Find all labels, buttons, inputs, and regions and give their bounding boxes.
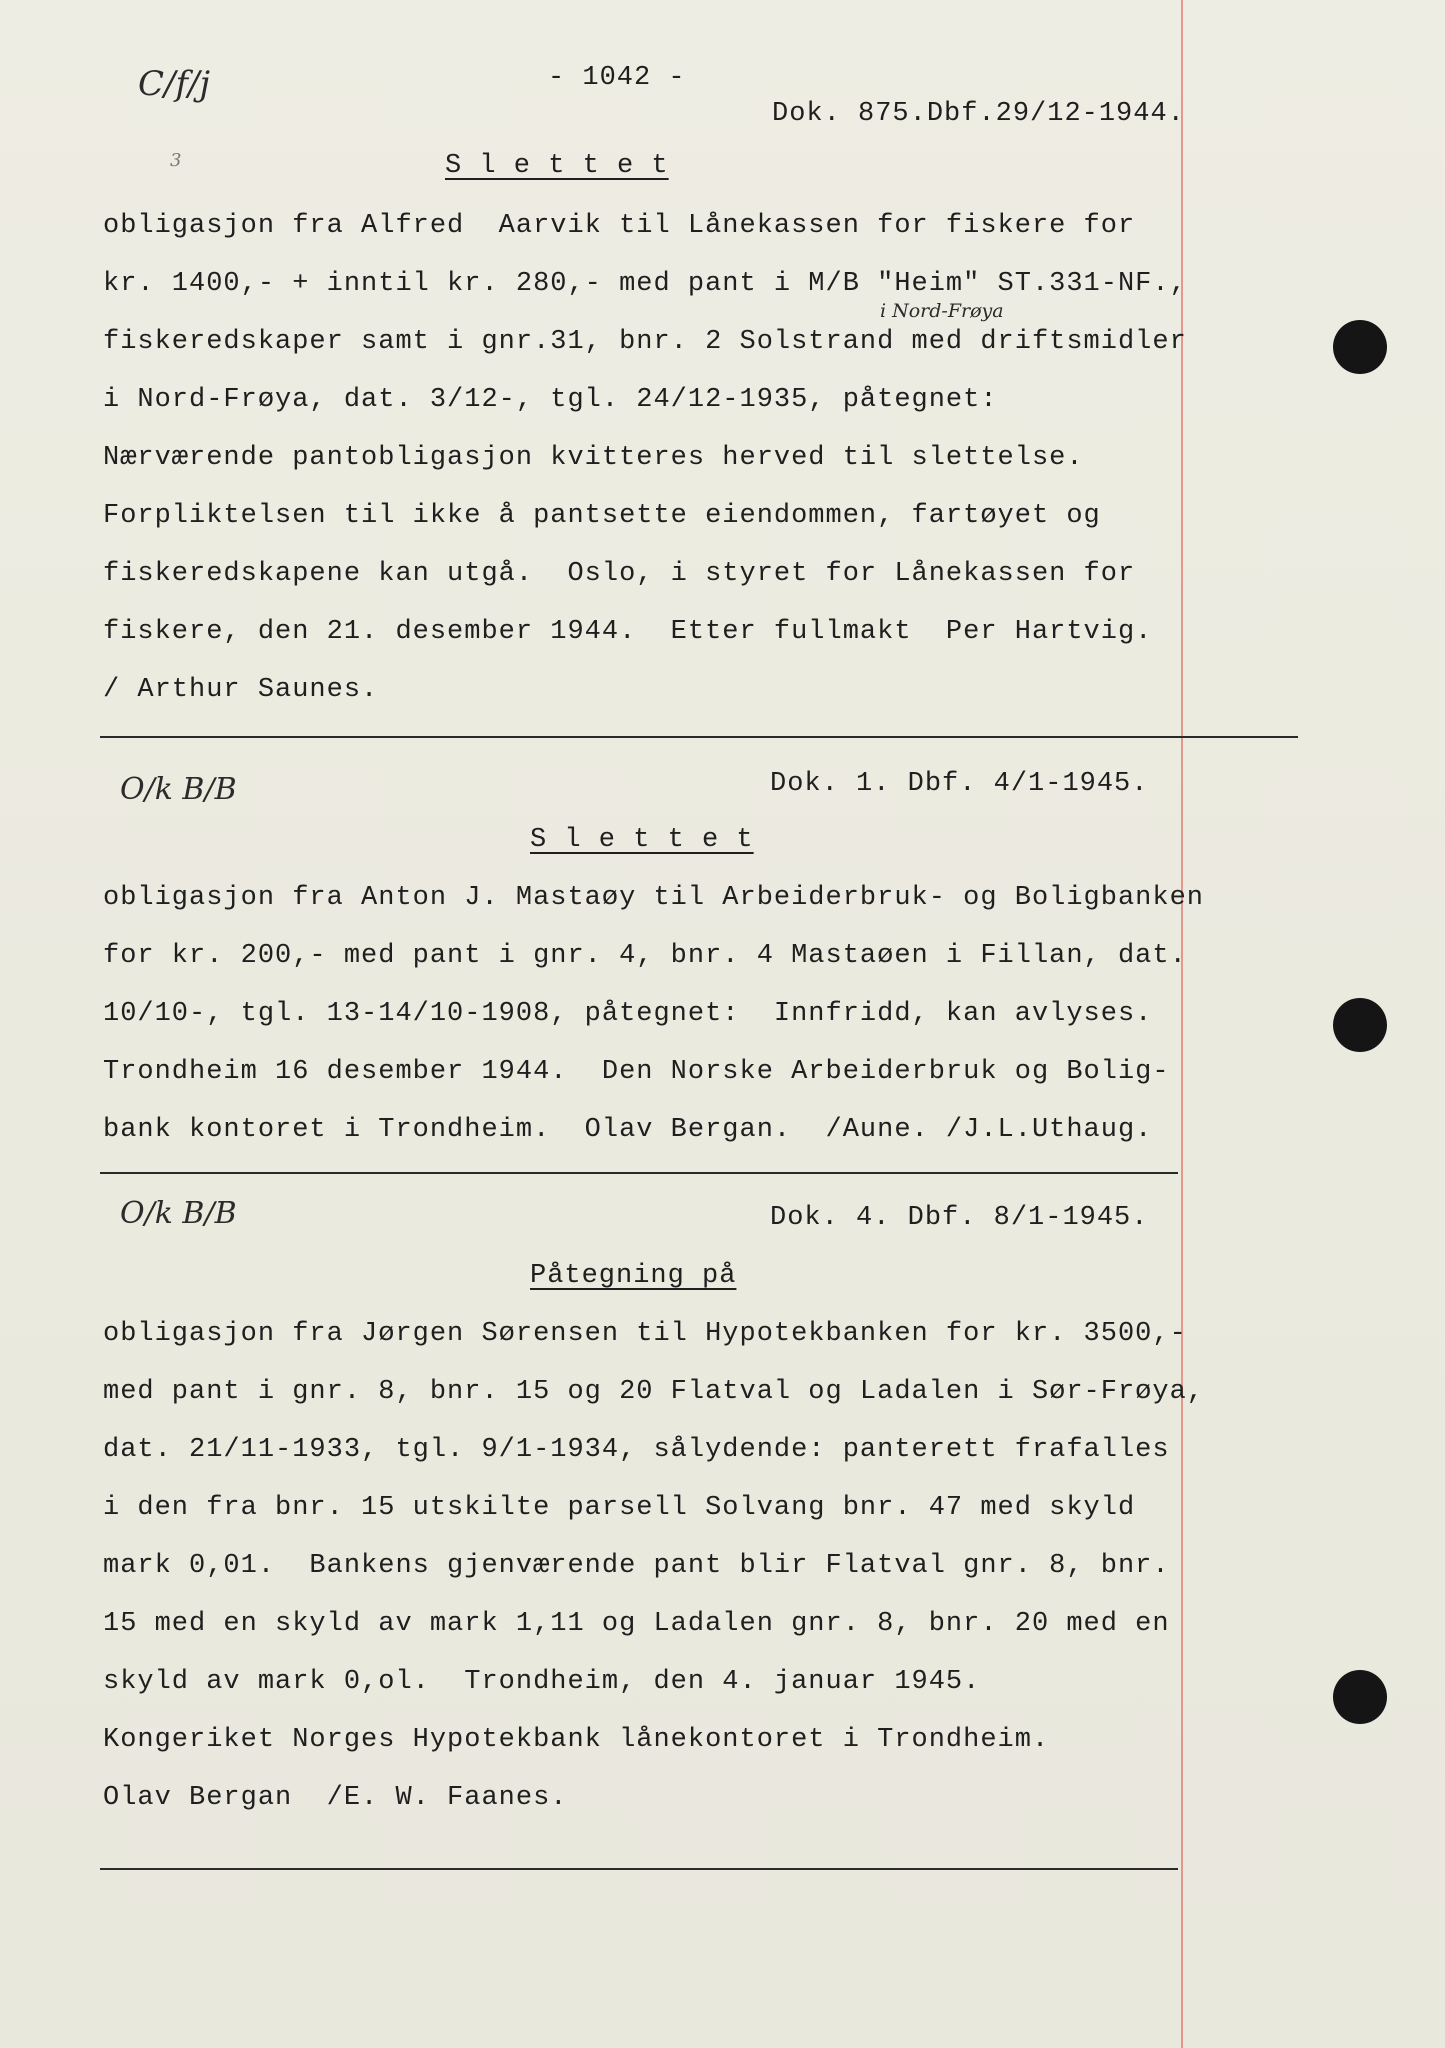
entry3-doc-ref: Dok. 4. Dbf. 8/1-1945.: [770, 1203, 1149, 1233]
entry1-line: obligasjon fra Alfred Aarvik til Lånekassen for fiskere for: [103, 211, 1136, 241]
small-pencil-mark: 3: [170, 150, 182, 171]
entry-separator: [100, 1868, 1178, 1870]
entry1-line: Nærværende pantobligasjon kvitteres herved til slettelse.: [103, 443, 1084, 473]
entry1-line: Forpliktelsen til ikke å pantsette eiendommen, fartøyet og: [103, 501, 1101, 531]
entry1-doc-ref: Dok. 875.Dbf.29/12-1944.: [772, 99, 1185, 129]
entry3-line: skyld av mark 0,ol. Trondheim, den 4. januar 1945.: [103, 1667, 981, 1697]
entry3-line: obligasjon fra Jørgen Sørensen til Hypotekbanken for kr. 3500,-: [103, 1319, 1187, 1349]
entry-separator: [100, 736, 1298, 738]
entry3-line: Olav Bergan /E. W. Faanes.: [103, 1783, 568, 1813]
entry1-line: / Arthur Saunes.: [103, 675, 379, 705]
entry3-line: 15 med en skyld av mark 1,11 og Ladalen gnr. 8, bnr. 20 med en: [103, 1609, 1170, 1639]
entry1-line: fiskeredskapene kan utgå. Oslo, i styret for Lånekassen for: [103, 559, 1136, 589]
entry2-line: obligasjon fra Anton J. Mastaøy til Arbeiderbruk- og Boligbanken: [103, 883, 1204, 913]
entry1-line: fiskere, den 21. desember 1944. Etter fullmakt Per Hartvig.: [103, 617, 1153, 647]
handwritten-mark-top: C/f/j: [138, 64, 211, 104]
entry3-line: i den fra bnr. 15 utskilte parsell Solvang bnr. 47 med skyld: [103, 1493, 1136, 1523]
entry1-handwritten-insertion: i Nord-Frøya: [880, 300, 1004, 322]
page-number: - 1042 -: [548, 63, 686, 93]
binder-hole-top: [1333, 320, 1387, 374]
entry3-line: Kongeriket Norges Hypotekbank lånekontoret i Trondheim.: [103, 1725, 1050, 1755]
entry3-handwritten-mark: O/k B/B: [120, 1196, 237, 1231]
entry2-heading: S l e t t e t: [530, 825, 754, 855]
entry2-line: Trondheim 16 desember 1944. Den Norske Arbeiderbruk og Bolig-: [103, 1057, 1170, 1087]
entry-separator: [100, 1172, 1178, 1174]
entry1-heading: S l e t t e t: [445, 151, 669, 181]
binder-hole-middle: [1333, 998, 1387, 1052]
entry3-line: dat. 21/11-1933, tgl. 9/1-1934, sålydende: panterett frafalles: [103, 1435, 1170, 1465]
entry2-line: 10/10-, tgl. 13-14/10-1908, påtegnet: Innfridd, kan avlyses.: [103, 999, 1153, 1029]
entry1-line: kr. 1400,- + inntil kr. 280,- med pant i M/B "Heim" ST.331-NF.,: [103, 269, 1187, 299]
entry2-line: for kr. 200,- med pant i gnr. 4, bnr. 4 Mastaøen i Fillan, dat.: [103, 941, 1187, 971]
entry2-handwritten-mark: O/k B/B: [120, 772, 237, 807]
red-margin-line: [1181, 0, 1183, 2048]
entry1-line: i Nord-Frøya, dat. 3/12-, tgl. 24/12-1935, påtegnet:: [103, 385, 998, 415]
entry2-line: bank kontoret i Trondheim. Olav Bergan. /Aune. /J.L.Uthaug.: [103, 1115, 1153, 1145]
entry3-line: mark 0,01. Bankens gjenværende pant blir Flatval gnr. 8, bnr.: [103, 1551, 1170, 1581]
entry2-doc-ref: Dok. 1. Dbf. 4/1-1945.: [770, 769, 1149, 799]
binder-hole-bottom: [1333, 1670, 1387, 1724]
entry3-heading: Påtegning på: [530, 1261, 737, 1291]
entry3-line: med pant i gnr. 8, bnr. 15 og 20 Flatval og Ladalen i Sør-Frøya,: [103, 1377, 1204, 1407]
entry1-line: fiskeredskaper samt i gnr.31, bnr. 2 Solstrand med driftsmidler: [103, 327, 1187, 357]
